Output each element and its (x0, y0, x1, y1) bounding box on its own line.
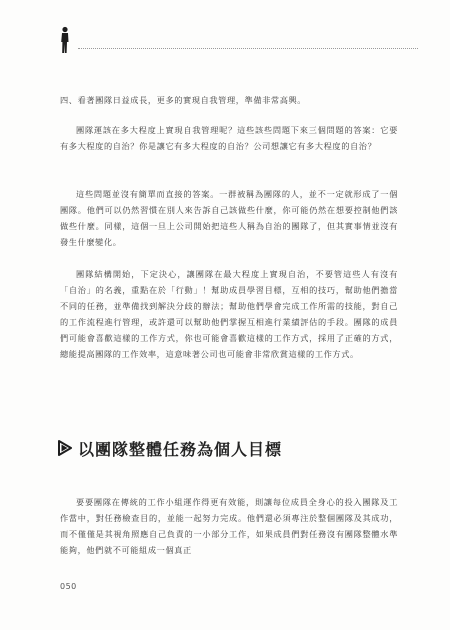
header-dotted-rule (78, 48, 418, 49)
play-arrow-icon (58, 440, 72, 456)
standing-person-icon (58, 26, 72, 54)
intro-line: 四、看著團隊日益成長，更多的實現自我管理，準備非常高興。 (60, 95, 307, 105)
section-heading-text: 以團隊整體任務為個人目標 (78, 439, 283, 459)
page-header (48, 24, 418, 54)
paragraph-3: 團隊結構開始，下定決心，讓團隊在最大程度上實現自治，不要管這些人有沒有「自治」的名義，重點在於「行動」！幫助成員學習目標，互相的技巧，幫助他們擔當不同的任務，並準備找到解決分歧的辦法；幫助他們學會完成工作所需的技能，對自己的工作流程進行管理，或許還可以幫助他們掌握互相進行業績評估的手段。團隊的成員們可能會喜歡這樣的工作方式，你也可能會喜歡這樣的工作方式，採用了正確的方式，總能提高團隊的工作效率，這意味著公司也可能會非常欣賞這樣的工作方式。 (60, 269, 398, 359)
paragraph-4: 要要團隊在傳統的工作小組運作得更有效能，則讓每位成員全身心的投入團隊及工作當中，對任務檢查目的，並能一起努力完成。他們還必須專注於整個團隊及其成功，而不僅僅是其視角照應自己負責的一小部分工作，如果成員們對任務沒有團隊整體水準能夠，他們就不可能組成一個真正 (60, 497, 398, 555)
paragraph-1: 團隊運該在多大程度上實現自我管理呢？這些該些問題下來三個問題的答案：它要有多大程度的自治？你是讓它有多大程度的自治？公司想讓它有多大程度的自治？ (60, 125, 398, 151)
section-heading (58, 436, 282, 460)
page-number: 050 (60, 582, 77, 591)
paragraph-2: 這些問題並沒有簡單而直接的答案。一群被稱為團隊的人，並不一定就形成了一個團隊。他們可以仍然習慣在別人來告訴自己該做些什麼，你可能仍然在想要控制他們該做些什麼。同樣，這個一旦上公司開始把這些人稱為自治的團隊了，但其實事情並沒有發生什麼變化。 (60, 189, 398, 247)
